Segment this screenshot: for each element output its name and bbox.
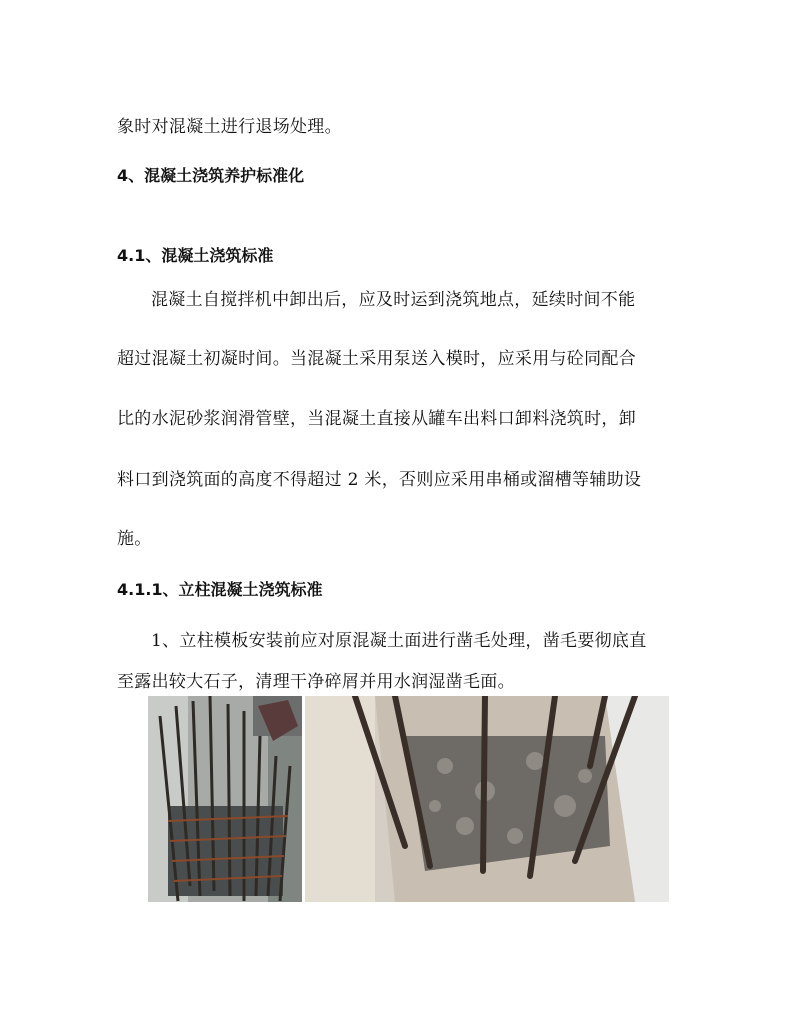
text-line-continuation: 象时对混凝土进行退场处理。 (117, 117, 342, 137)
paragraph-line: 超过混凝土初凝时间。当混凝土采用泵送入模时，应采用与砼同配合 (117, 349, 636, 369)
photo-rebar-cage (148, 696, 302, 902)
paragraph-line: 料口到浇筑面的高度不得超过 2 米，否则应采用串桶或溜槽等辅助设 (117, 470, 642, 490)
photo-roughened-concrete-surface (305, 696, 669, 902)
paragraph-line: 混凝土自搅拌机中卸出后，应及时运到浇筑地点，延续时间不能 (151, 290, 636, 310)
section-heading-4: 4、混凝土浇筑养护标准化 (117, 166, 305, 185)
paragraph-line: 比的水泥砂浆润滑管壁，当混凝土直接从罐车出料口卸料浇筑时，卸 (117, 409, 636, 429)
paragraph-line: 施。 (117, 529, 152, 549)
section-heading-4-1: 4.1、混凝土浇筑标准 (117, 246, 274, 265)
list-item-line: 至露出较大石子，清理干净碎屑并用水润湿凿毛面。 (117, 672, 515, 692)
section-heading-4-1-1: 4.1.1、立柱混凝土浇筑标准 (117, 580, 323, 599)
list-item-line: 1、立柱模板安装前应对原混凝土面进行凿毛处理，凿毛要彻底直 (151, 631, 647, 651)
